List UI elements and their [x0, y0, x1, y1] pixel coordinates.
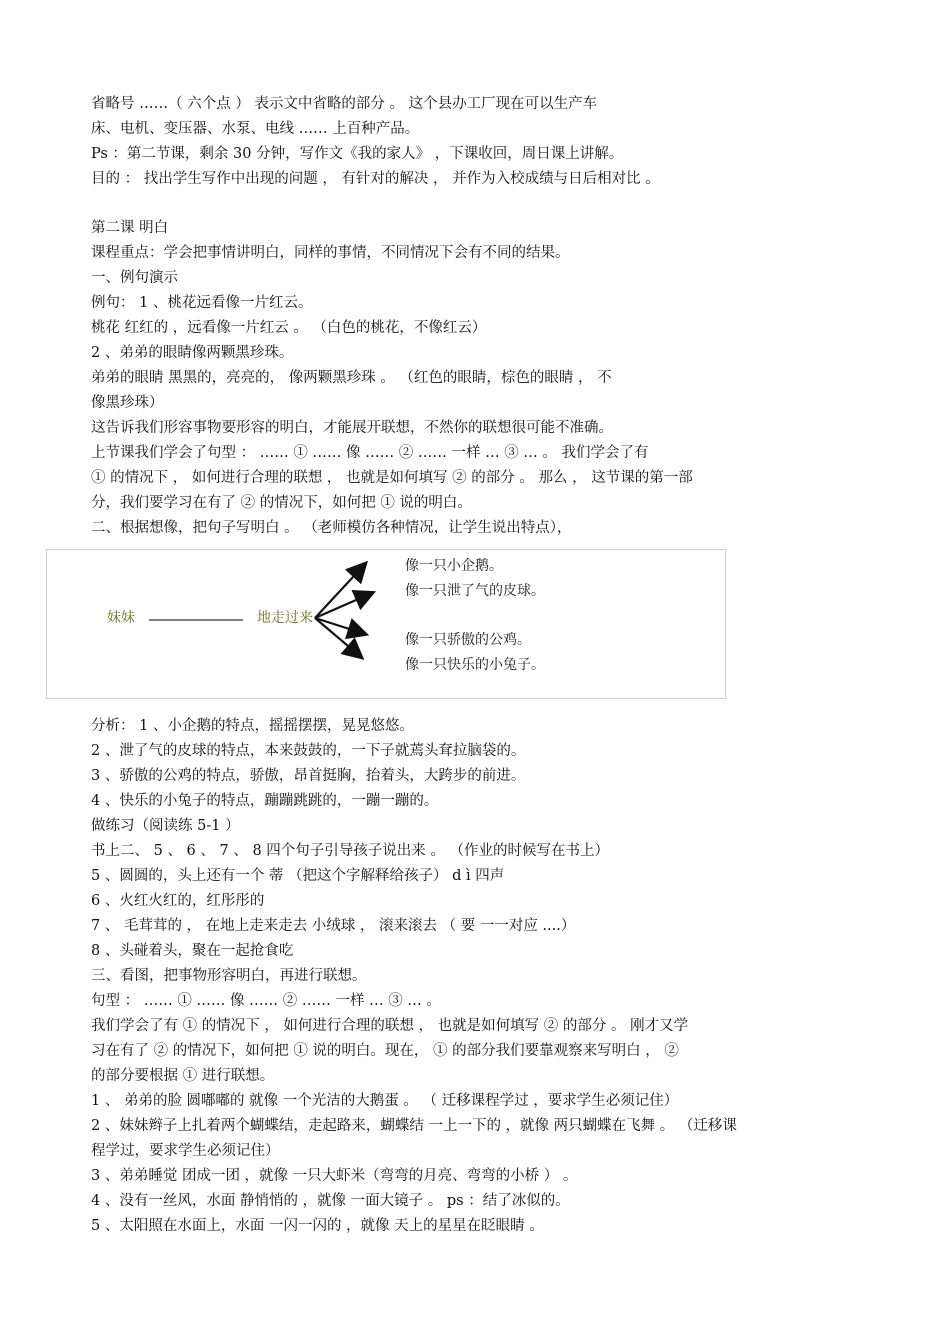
text-line: 上节课我们学会了句型 ： …… ① …… 像 …… ② …… 一样 … ③ … 。 我们学会了有 [91, 445, 649, 461]
arrow-diagram [47, 550, 725, 698]
figure-option: 像一只快乐的小兔子。 [405, 657, 545, 673]
text-line: 课程重点：学会把事情讲明白，同样的事情，不同情况下会有不同的结果。 [91, 245, 570, 261]
figure-option: 像一只泄了气的皮球。 [405, 583, 545, 599]
text-line: 弟弟的眼睛 黑黑的，亮亮的， 像两颗黑珍珠 。 （红色的眼睛，棕色的眼睛 ， 不 [91, 370, 612, 386]
text-line: 4 、没有一丝风，水面 静悄悄的 ，就像 一面大镜子 。 ps ：结了冰似的。 [91, 1193, 570, 1209]
arrow [315, 618, 365, 634]
text-line: 分，我们要学习在有了 ② 的情况下，如何把 ① 说的明白。 [91, 495, 472, 511]
text-line: 习在有了 ② 的情况下，如何把 ① 说的明白。现在， ① 的部分我们要靠观察来写明白 ， ② [91, 1043, 679, 1059]
text-line: 桃花 红红的 ，远看像一片红云 。 （白色的桃花，不像红云） [91, 320, 487, 336]
text-line: 6 、火红火红的，红彤彤的 [91, 893, 265, 909]
text-line: 3 、弟弟睡觉 团成一团 ，就像 一只大虾米（弯弯的月亮、弯弯的小桥 ） 。 [91, 1168, 578, 1184]
text-line: 这告诉我们形容事物要形容的明白，才能展开联想，不然你的联想很可能不准确。 [91, 420, 613, 436]
text-line: 8 、头碰着头，聚在一起抢食吃 [91, 943, 294, 959]
text-line: 5 、太阳照在水面上，水面 一闪一闪的 ，就像 天上的星星在眨眼睛 。 [91, 1218, 544, 1234]
section-heading: 二、根据想像，把句子写明白 。 （老师模仿各种情况，让学生说出特点）， [91, 520, 572, 536]
text-line: 我们学会了有 ① 的情况下 ， 如何进行合理的联想 ， 也就是如何填写 ② 的部分 。 刚才又学 [91, 1018, 689, 1034]
text-line: 5 、圆圆的，头上还有一个 蒂 （把这个字解释给孩子） d ì 四声 [91, 868, 505, 884]
text-line: 程学过，要求学生必须记住） [91, 1143, 280, 1159]
example-figure [46, 549, 726, 699]
text-line: 的部分要根据 ① 进行联想。 [91, 1068, 275, 1084]
arrow [315, 564, 365, 618]
text-line: 3 、骄傲的公鸡的特点，骄傲，昂首挺胸，抬着头，大跨步的前进。 [91, 768, 526, 784]
figure-verb: 地走过来 [257, 610, 313, 626]
section-heading: 一、例句演示 [91, 270, 178, 286]
arrow [315, 618, 361, 657]
text-line: 省略号 ……（ 六个点 ） 表示文中省略的部分 。 这个县办工厂现在可以生产车 [91, 96, 598, 112]
text-line: 例句： 1 、桃花远看像一片红云。 [91, 295, 313, 311]
text-line: 像黑珍珠） [91, 395, 164, 411]
text-line: 2 、妹妹辫子上扎着两个蝴蝶结，走起路来，蝴蝶结 一上一下的 ，就像 两只蝴蝶在飞舞 。 （迁移课 [91, 1118, 737, 1134]
text-line: 句型 ： …… ① …… 像 …… ② …… 一样 … ③ … 。 [91, 993, 441, 1009]
text-line: 2 、弟弟的眼睛像两颗黑珍珠。 [91, 345, 294, 361]
text-line: 书上二、 5 、 6 、 7 、 8 四个句子引导孩子说出来 。 （作业的时候写在书上） [91, 843, 609, 859]
lesson-title: 第二课 明白 [91, 220, 169, 236]
figure-subject: 妹妹 [107, 610, 135, 626]
text-line: Ps ：第二节课，剩余 30 分钟，写作文《我的家人》 ，下课收回，周日课上讲解。 [91, 146, 624, 162]
arrow [315, 593, 372, 618]
text-line: 做练习（阅读练 5-1 ） [91, 818, 240, 834]
text-line: 1 、 弟弟的脸 圆嘟嘟的 就像 一个光洁的大鹅蛋 。 （ 迁移课程学过 ，要求学生必须记住） [91, 1093, 679, 1109]
figure-option: 像一只骄傲的公鸡。 [405, 632, 531, 648]
text-line: 2 、泄了气的皮球的特点，本来鼓鼓的，一下子就蔫头耷拉脑袋的。 [91, 743, 526, 759]
text-line: 目的 ： 找出学生写作中出现的问题 ， 有针对的解决 ， 并作为入校成绩与日后相对比 。 [91, 171, 660, 187]
section-heading: 三、看图，把事物形容明白，再进行联想。 [91, 968, 367, 984]
text-line: ① 的情况下 ， 如何进行合理的联想 ， 也就是如何填写 ② 的部分 。 那么 ， 这节课的第一部 [91, 470, 693, 486]
figure-option: 像一只小企鹅。 [405, 558, 503, 574]
text-line: 床、电机、变压器、水泵、电线 …… 上百种产品。 [91, 121, 420, 137]
text-line: 4 、快乐的小兔子的特点，蹦蹦跳跳的，一蹦一蹦的。 [91, 793, 439, 809]
text-line: 7 、 毛茸茸的 ， 在地上走来走去 小绒球 ， 滚来滚去 （ 要 一一对应 ....） [91, 918, 576, 934]
text-line: 分析： 1 、小企鹅的特点，摇摇摆摆，晃晃悠悠。 [91, 718, 414, 734]
